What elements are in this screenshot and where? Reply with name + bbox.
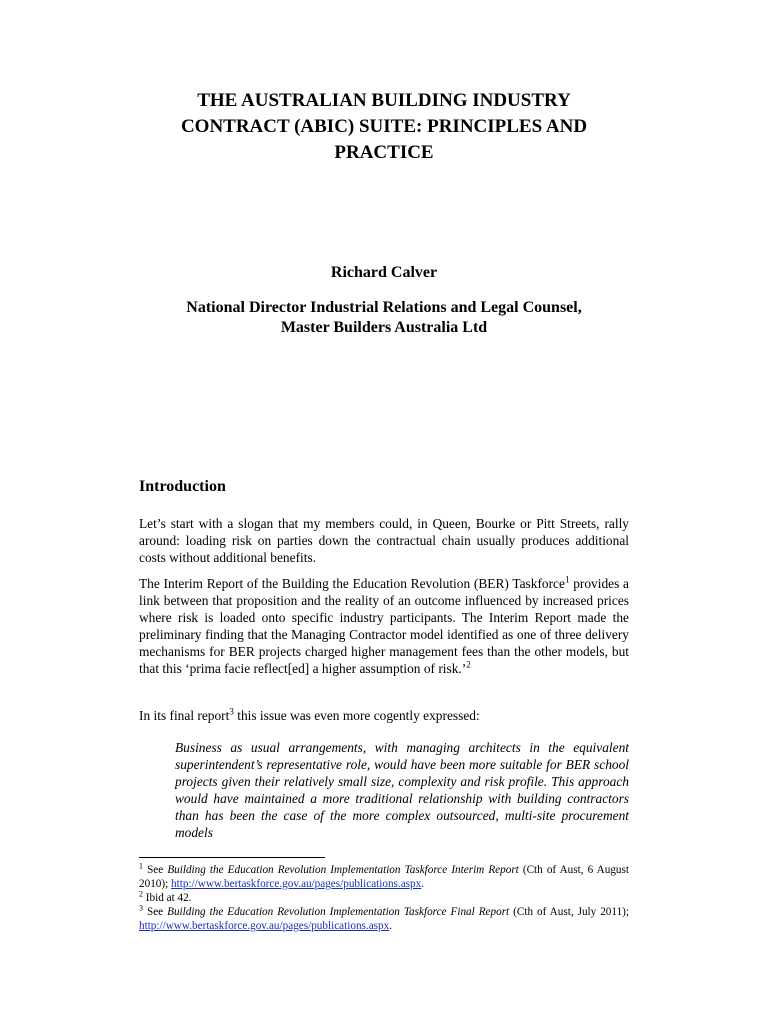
paragraph-3-text: In its final report <box>139 708 230 723</box>
title-line: PRACTICE <box>334 142 434 163</box>
footnote-ref-2[interactable]: 2 <box>466 659 471 670</box>
footnote-title: Building the Education Revolution Implementation Taskforce Interim Report <box>167 864 519 876</box>
footnote-title: Building the Education Revolution Implementation Taskforce Final Report <box>167 906 510 918</box>
footnotes <box>139 863 629 933</box>
author-affiliation <box>140 298 628 338</box>
footnote-number: 2 <box>139 889 143 899</box>
footnote-text: . <box>389 920 393 932</box>
footnote-number: 1 <box>139 861 143 871</box>
footnote-number: 3 <box>139 903 143 913</box>
footnote-1 <box>139 863 629 891</box>
title-line: CONTRACT (ABIC) SUITE: PRINCIPLES AND <box>180 116 588 137</box>
paragraph-2 <box>139 575 629 677</box>
footnote-text: (Cth of Aust, July 2011); <box>509 906 630 918</box>
footnote-divider <box>139 857 325 858</box>
footnote-2 <box>139 891 629 905</box>
affiliation-line: Master Builders Australia Ltd <box>280 319 488 336</box>
footnote-link[interactable]: http://www.bertaskforce.gov.au/pages/publications.aspx <box>171 878 422 890</box>
footnote-text: (Cth of Aust, 6 August 2010); <box>139 864 629 890</box>
block-quote: Business as usual arrangements, with managing architects in the equivalent superintendent’s representative role, would have been more suitable for BER school projects given their relatively small size, complexity and risk profile. This approach would have maintained a more traditional relationship with building contractors than has been the case of the more complex outsourced, multi-site procurement models <box>175 740 629 840</box>
title-line: THE AUSTRALIAN BUILDING INDUSTRY <box>197 90 571 111</box>
paragraph-1: Let’s start with a slogan that my members could, in Queen, Bourke or Pitt Streets, rally around: loading risk on parties down the contractual chain usually produces additional costs without additional benefits. <box>139 516 629 565</box>
paragraph-2-text: The Interim Report of the Building the Education Revolution (BER) Taskforce <box>139 576 565 591</box>
footnote-link[interactable]: http://www.bertaskforce.gov.au/pages/publications.aspx <box>139 920 390 932</box>
section-heading: Introduction <box>139 478 226 495</box>
author-name: Richard Calver <box>330 264 438 281</box>
footnote-text: . <box>421 878 425 890</box>
footnote-ref-1[interactable]: 1 <box>564 574 570 585</box>
footnote-text: See <box>143 864 168 876</box>
footnote-3 <box>139 905 629 933</box>
footnote-ref-3[interactable]: 3 <box>229 706 234 717</box>
paragraph-3-text: this issue was even more cogently expressed: <box>233 708 480 723</box>
paragraph-2-text: provides a link between that proposition and the reality of an outcome influenced by increased prices where risk is loaded onto specific industry participants. The Interim Report made the preliminary finding that the Managing Contractor model identified as one of three delivery mechanisms for BER projects charged higher management fees than the other models, but that this ‘prima facie reflect[ed] a higher assumption of risk.’ <box>139 576 629 676</box>
footnote-text: See <box>143 906 168 918</box>
affiliation-line: National Director Industrial Relations and Legal Counsel, <box>186 299 582 316</box>
footnote-text: Ibid at 42. <box>143 892 192 904</box>
paragraph-3 <box>139 707 629 724</box>
paper-title <box>140 88 628 166</box>
